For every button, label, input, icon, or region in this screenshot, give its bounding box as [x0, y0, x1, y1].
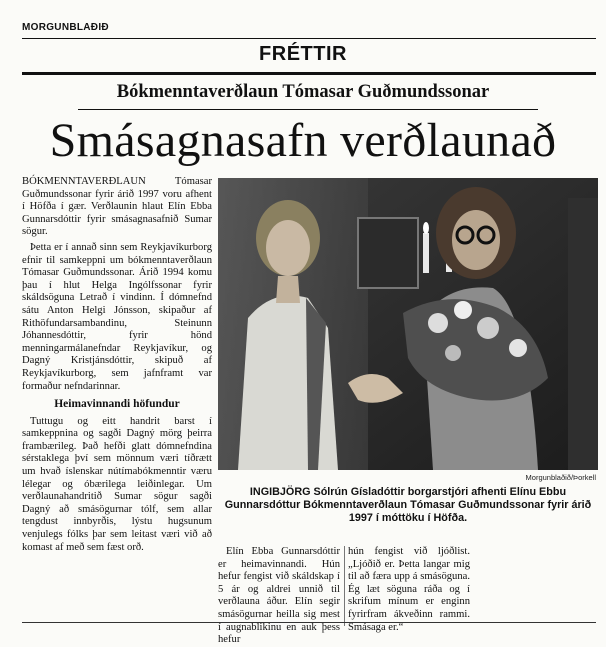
article-column-2 [218, 546, 340, 647]
kicker: Bókmenntaverðlaun Tómasar Guðmundssonar [116, 82, 490, 102]
paragraph: hún fengist við ljóðlist. „Ljóðið er. Þetta langar mig til að færa upp á smásöguna. Ég læt söguna ráða og í skrifum mínum er enginn fyrirfram ákveðinn rammi. Smásaga er.“ [348, 546, 470, 633]
top-rule [22, 38, 596, 39]
section-rule [22, 72, 596, 75]
article-column-1 [22, 176, 212, 557]
photo-illustration [218, 178, 598, 470]
lead-paragraph: BÓKMENNTAVERÐLAUN Tómasar Guðmundssonar fyrir árið 1997 voru afhent í Höfða í gær. Verðlaunin hlaut Elín Ebba Gunnarsdóttir fyrir smásagnasafnið Sumar sögur. [22, 176, 212, 238]
article-column-3 [348, 546, 470, 634]
kicker-rule [78, 109, 538, 110]
photo-caption: INGIBJÖRG Sólrún Gísladóttir borgarstjóri afhenti Elínu Ebbu Gunnarsdóttur Bókmenntaverðlaun Tómasar Guðmundssonar fyrir árið 1997 í móttöku í Höfða. [224, 486, 592, 524]
news-photo [218, 178, 598, 470]
headline: Smásagnasafn verðlaunað [49, 114, 557, 167]
bottom-rule [22, 622, 596, 623]
subheading: Heimavinnandi höfundur [54, 398, 180, 411]
section-title: FRÉTTIR [259, 43, 347, 65]
column-divider [344, 546, 345, 626]
photo-credit: Morgunblaðið/Þorkell [525, 473, 596, 482]
paragraph: Tuttugu og eitt handrit barst í samkeppnina og sagði Dagný mörg þeirra frambærileg. Það hefði glatt dómnefndina sérstaklega því sem mönnum væri tíðrætt um hvað íslenskar nútímabókmenntir væru lélegar og óbærilega leiðinlegar. Um verðlaunahandritið Sumar sögur sagði Dagný að smásögurnar tólf, sem allar tengdust innbyrðis, lýstu hugsunum venjulegs fólks þar sem leitast væri við að komast af með sem fæst orð. [22, 415, 212, 553]
paragraph: Þetta er í annað sinn sem Reykjavíkurborg efnir til samkeppni um bókmenntaverðlaun Tómasar Guðmundssonar. Árið 1994 komu þau í hlut Helga Ingólfssonar fyrir skáldsöguna Letrað í vindinn. Í dómnefnd sátu Anton Helgi Jónsson, skipaður af Rithöfundarsambandinu, Steinunn Jóhannesdóttir, fyrir hönd menningarmálanefndar Reykjavíkur, og Dagný Kristjánsdóttir, skipuð af Reykjavíkurborg, sem jafnframt var formaður nefndarinnar. [22, 241, 212, 392]
paragraph: Elín Ebba Gunnarsdóttir er heimavinnandi. Hún hefur fengist við skáldskap í 5 ár og aldrei unnið til verðlauna áður. Elín segir smásögurnar heilla sig mest í augnablikinu en auk þess hefur [218, 546, 340, 646]
masthead: MORGUNBLAÐIÐ [22, 22, 109, 33]
